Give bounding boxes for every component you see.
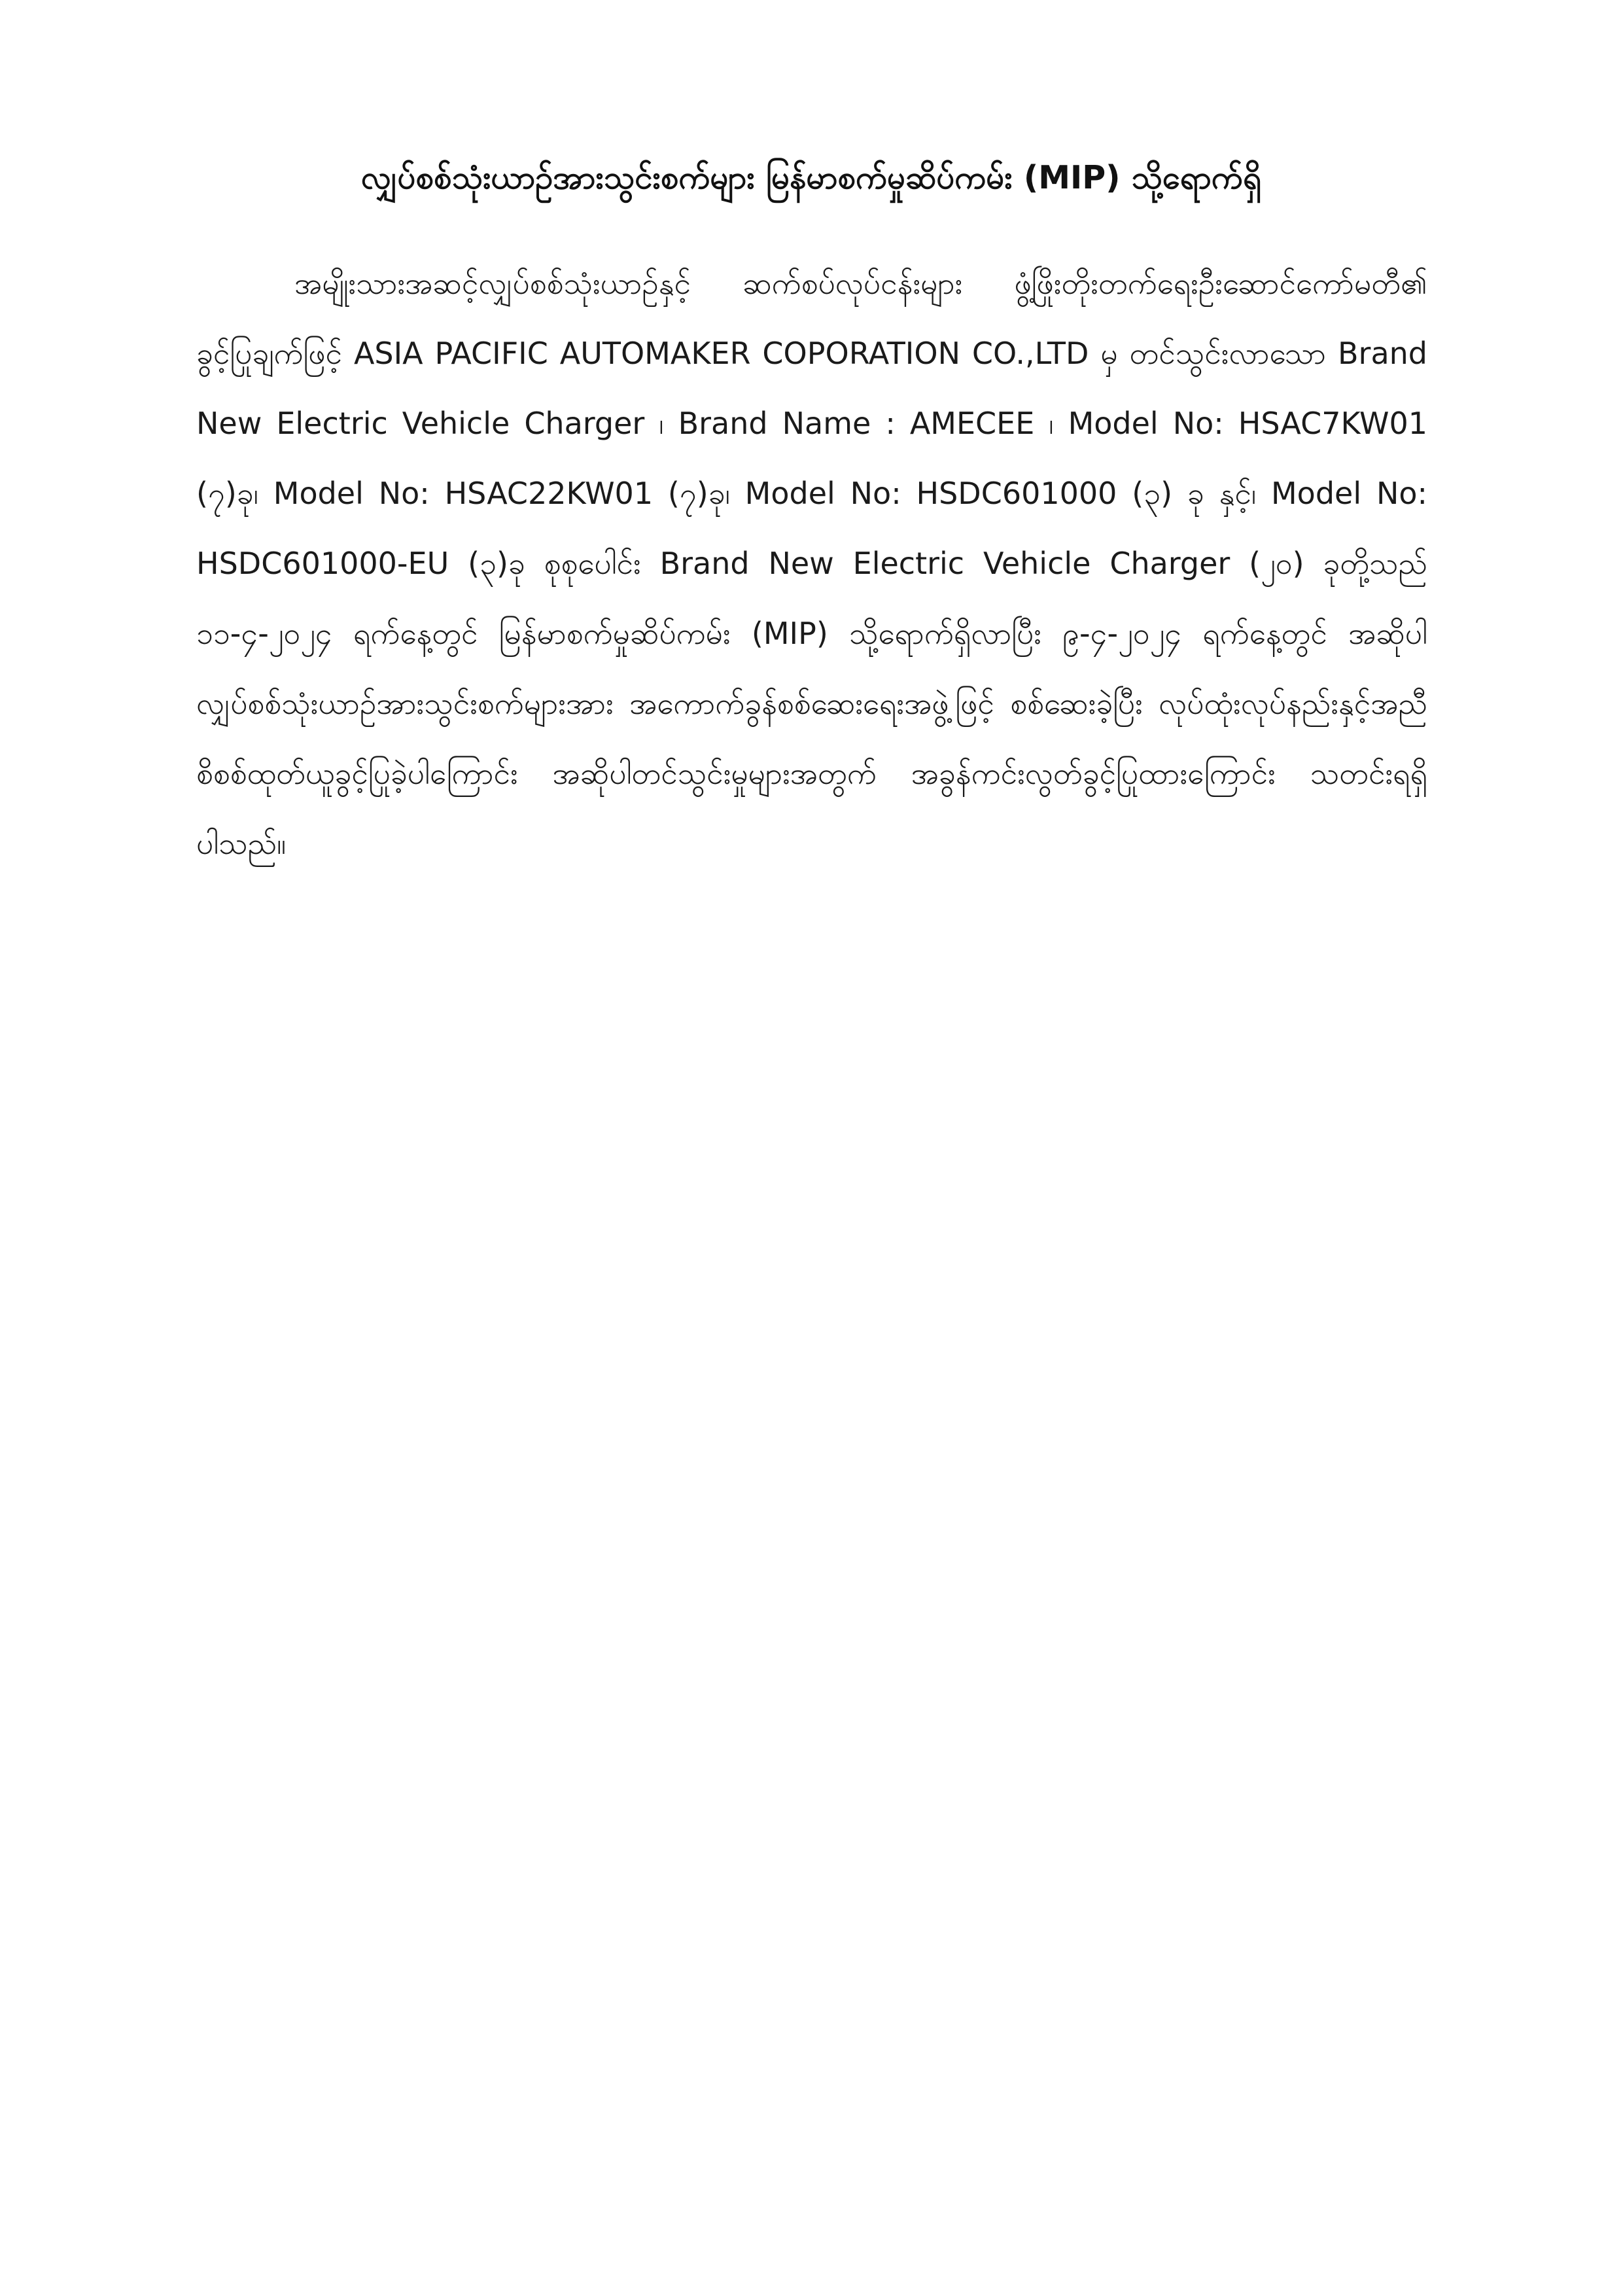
document-body-paragraph: အမျိုးသားအဆင့်လျှပ်စစ်သုံးယာဉ်နှင့် ဆက်စပ်လုပ်ငန်းများ ဖွံ့ဖြိုးတိုးတက်ရေးဦးဆောင်ကော်မတီ၏ ခွင့်ပြုချက်ဖြင့် ASIA PACIFIC AUTOMAKER COPORATION CO.,LTD မှ တင်သွင်းလာသော Brand New Electric Vehicle Charger ၊ Brand Name : AMECEE ၊ Model No: HSAC7KW01 (၇)ခု၊ Model No: HSAC22KW01 (၇)ခု၊ Model No: HSDC601000 (၃) ခု နှင့်၊ Model No: HSDC601000-EU (၃)ခု စုစုပေါင်း Brand New Electric Vehicle Charger (၂၀) ခုတို့သည် ၁၁-၄-၂၀၂၄ ရက်နေ့တွင် မြန်မာစက်မှုဆိပ်ကမ်း (MIP) သို့ရောက်ရှိလာပြီး ၉-၄-၂၀၂၄ ရက်နေ့တွင် အဆိုပါလျှပ်စစ်သုံးယာဉ်အားသွင်းစက်များအား အကောက်ခွန်စစ်ဆေးရေးအဖွဲ့ဖြင့် စစ်ဆေးခဲ့ပြီး လုပ်ထုံးလုပ်နည်းနှင့်အညီ စိစစ်ထုတ်ယူခွင့်ပြုခဲ့ပါကြောင်း အဆိုပါတင်သွင်းမှုများအတွက် အခွန်ကင်းလွတ်ခွင့်ပြုထားကြောင်း သတင်းရရှိပါသည်။: [196, 266, 1427, 861]
document-title: လျှပ်စစ်သုံးယာဉ်အားသွင်းစက်များ မြန်မာစက်မှုဆိပ်ကမ်း (MIP) သို့ရောက်ရှိ: [361, 159, 1261, 196]
